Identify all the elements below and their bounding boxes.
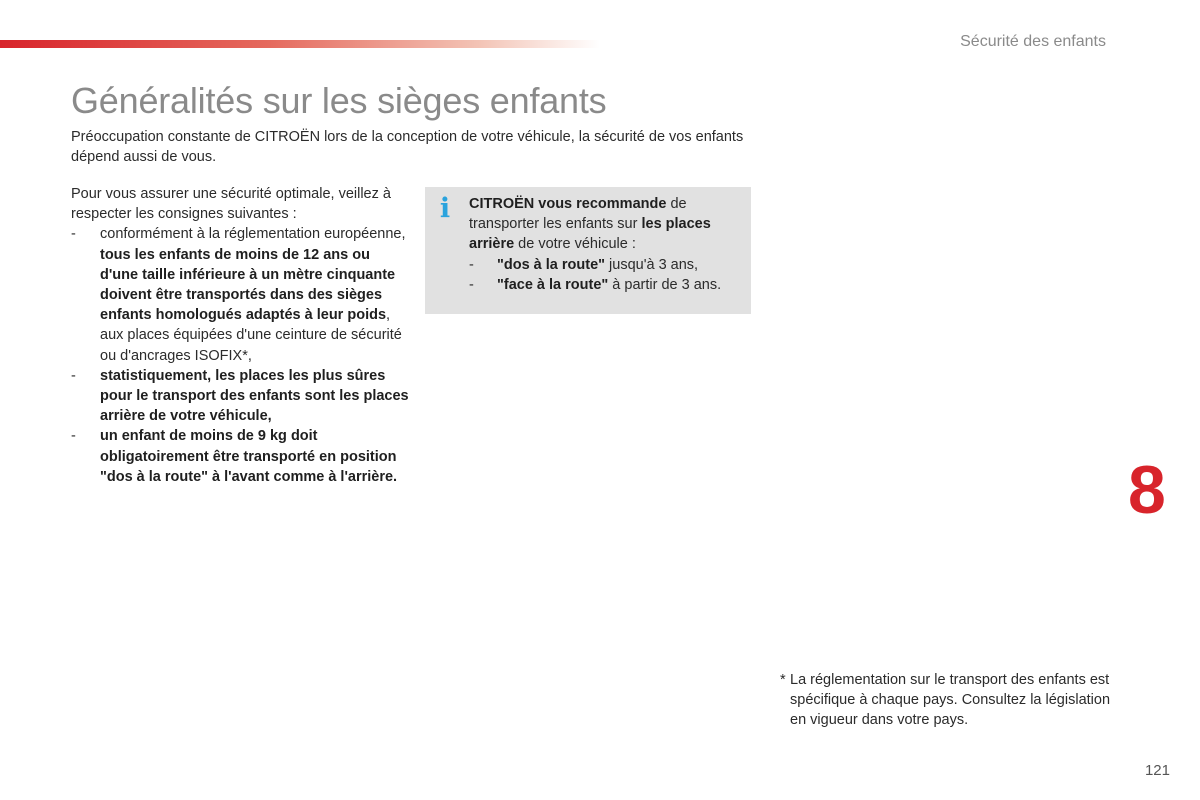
list-item xyxy=(71,366,411,427)
list-item xyxy=(71,224,411,365)
bullet-marker: - xyxy=(71,428,76,445)
bullet-text-bold: un enfant de moins de 9 kg doit obligatoirement être transporté en position "dos à la route" à l'avant comme à l'arrière. xyxy=(100,428,398,485)
info-bold: les places arrière xyxy=(469,216,711,253)
chapter-number: 8 xyxy=(1128,452,1166,528)
bullet-text-bold: "face à la route" xyxy=(497,276,609,293)
info-text xyxy=(469,194,739,255)
bullet-text-bold: "dos à la route" xyxy=(497,256,606,273)
bullet-text-regular: jusqu'à 3 ans, xyxy=(605,256,699,273)
bullet-text xyxy=(497,275,739,295)
list-item xyxy=(469,275,739,295)
bullet-marker: - xyxy=(71,367,76,384)
bullet-text-regular: conformément à la réglementation européenne, xyxy=(100,226,406,243)
bullet-marker: - xyxy=(469,276,474,293)
bullet-text-bold: tous les enfants de moins de 12 ans ou d'une taille inférieure à un mètre cinquante doivent être transportés dans des sièges enfants homologués adaptés à leur poids xyxy=(100,246,396,324)
bullet-text xyxy=(100,426,411,487)
header-accent-bar xyxy=(0,40,600,48)
info-regular: de transporter les enfants sur xyxy=(469,196,687,233)
section-title: Sécurité des enfants xyxy=(960,33,1106,50)
info-regular: de votre véhicule : xyxy=(514,236,636,253)
info-box xyxy=(425,187,751,314)
list-item xyxy=(469,255,739,275)
footnote-marker: * xyxy=(780,672,786,688)
safety-instructions xyxy=(71,184,411,487)
bullet-text xyxy=(497,255,739,275)
instructions-lead: Pour vous assurer une sécurité optimale, veillez à respecter les consignes suivantes : xyxy=(71,186,391,223)
bullet-text-bold: statistiquement, les places les plus sûres pour le transport des enfants sont les places arrière de votre véhicule, xyxy=(100,367,409,425)
list-item xyxy=(71,426,411,487)
bullet-marker: - xyxy=(71,226,76,243)
bullet-text-regular: , aux places équipées d'une ceinture de sécurité ou d'ancrages ISOFIX*, xyxy=(100,307,402,364)
bullet-text-regular: à partir de 3 ans. xyxy=(608,276,722,293)
footnote xyxy=(780,670,1120,731)
footnote-text: La réglementation sur le transport des enfants est spécifique à chaque pays. Consultez la législation en vigueur dans votre pays. xyxy=(790,672,1111,729)
info-icon: i xyxy=(439,193,451,224)
info-bold: CITROËN vous recommande xyxy=(469,196,667,212)
bullet-text xyxy=(100,224,411,365)
bullet-text xyxy=(100,366,411,427)
intro-paragraph: Préoccupation constante de CITROËN lors de la conception de votre véhicule, la sécurité de vos enfants dépend aussi de vous. xyxy=(71,129,744,165)
page-title: Généralités sur les sièges enfants xyxy=(71,80,607,121)
bullet-marker: - xyxy=(469,256,474,273)
page-number: 121 xyxy=(1144,762,1170,779)
